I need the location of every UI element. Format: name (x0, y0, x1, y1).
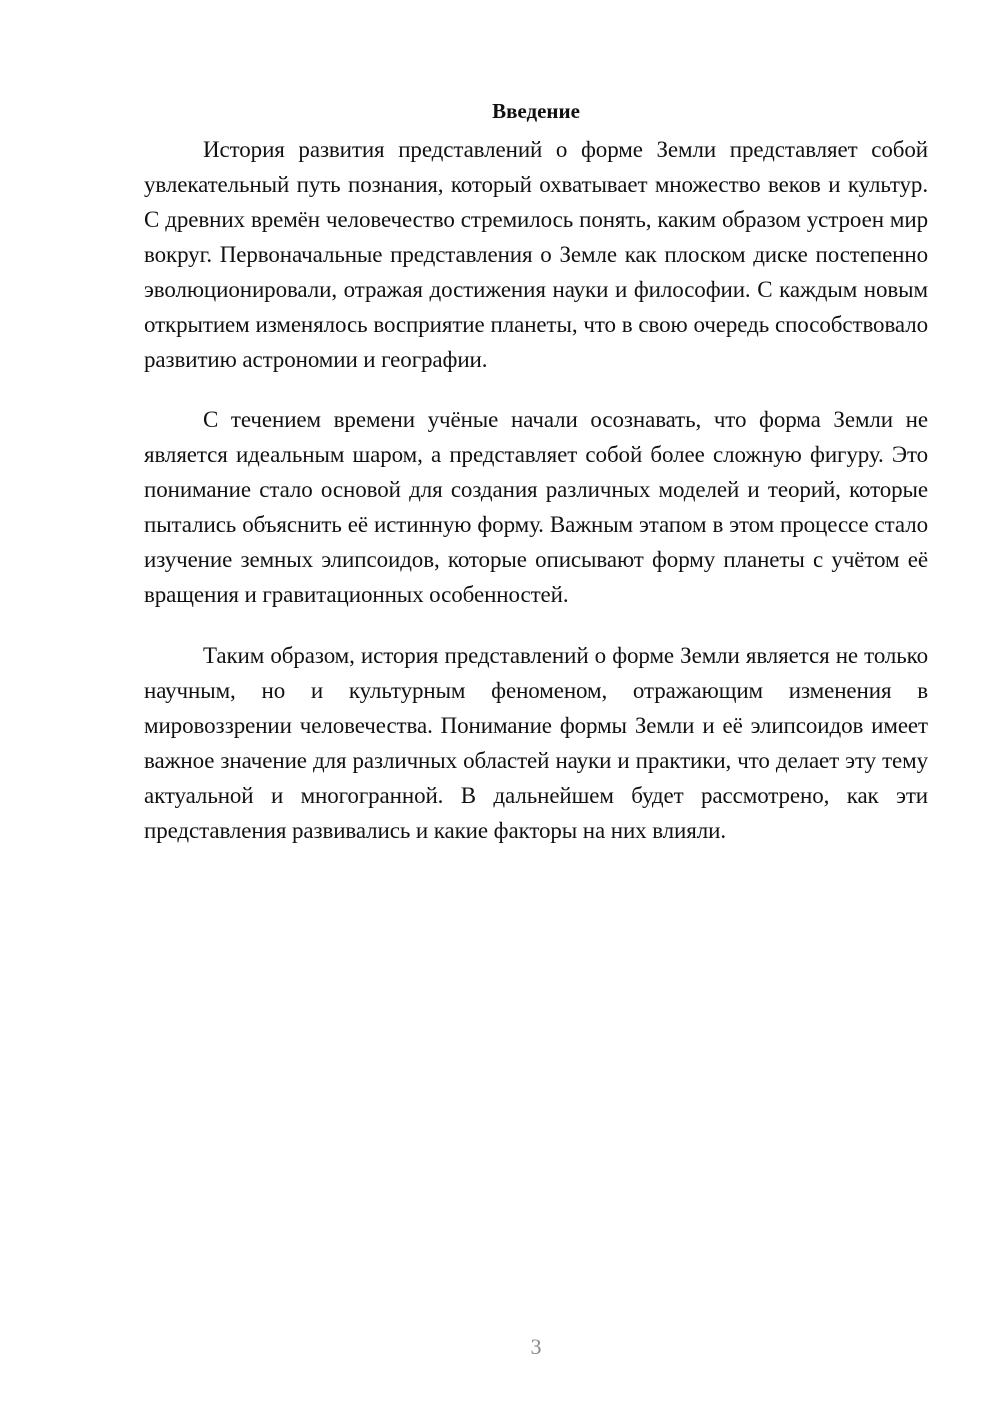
page-number: 3 (530, 1334, 542, 1359)
paragraph-1: История развития представлений о форме Земли представляет собой увлекательный путь познания, который охватывает множество веков и культур. С древних времён человечество стремилось понять, каким образом устроен мир вокруг. Первоначальные представления о Земле как плоском диске постепенно эволюционировали, отражая достижения науки и философии. С каждым новым открытием изменялось восприятие планеты, что в свою очередь способствовало развитию астрономии и географии. (144, 137, 928, 372)
paragraph-3: Таким образом, история представлений о форме Земли является не только научным, но и культурным феноменом, отражающим изменения в мировоззрении человечества. Понимание формы Земли и её элипсоидов имеет важное значение для различных областей науки и практики, что делает эту тему актуальной и многогранной. В дальнейшем будет рассмотрено, как эти представления развивались и какие факторы на них влияли. (144, 643, 928, 843)
section-title: Введение (492, 99, 580, 123)
document-body (144, 96, 928, 848)
paragraph-2: С течением времени учёные начали осознавать, что форма Земли не является идеальным шаром, а представляет собой более сложную фигуру. Это понимание стало основой для создания различных моделей и теорий, которые пытались объяснить её истинную форму. Важным этапом в этом процессе стало изучение земных элипсоидов, которые описывают форму планеты с учётом её вращения и гравитационных особенностей. (144, 407, 928, 607)
